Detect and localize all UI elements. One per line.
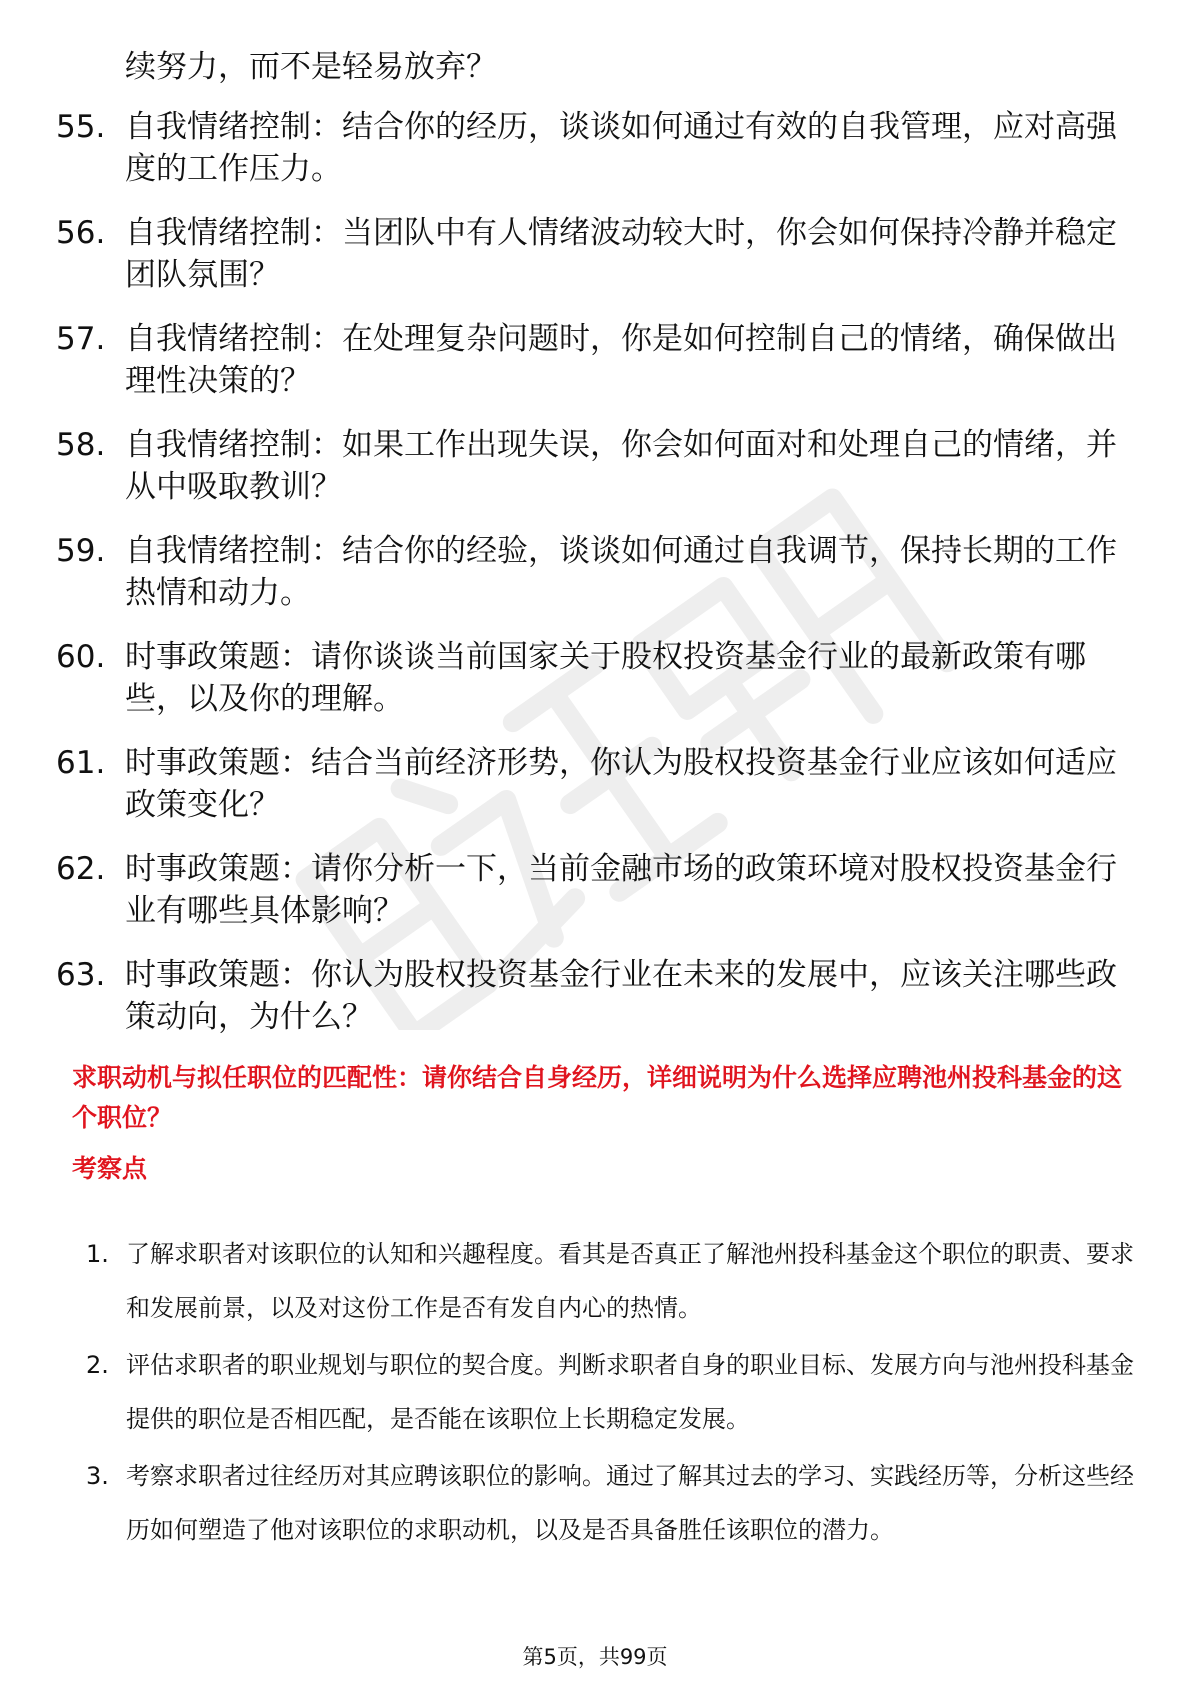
point-number: 1.: [86, 1240, 109, 1268]
assessment-point: [86, 1449, 1136, 1557]
continuation-line: 续努力，而不是轻易放弃？: [125, 49, 497, 85]
question-text: 自我情绪控制：如果工作出现失误，你会如何面对和处理自己的情绪，并从中吸取教训？: [125, 427, 1117, 505]
question-item: [56, 424, 1136, 508]
question-item: [56, 848, 1136, 932]
question-number: 57.: [56, 321, 106, 357]
question-number: 63.: [56, 957, 106, 993]
question-number: 61.: [56, 745, 106, 781]
point-number: 2.: [86, 1351, 109, 1379]
section-title: 求职动机与拟任职位的匹配性：请你结合自身经历，详细说明为什么选择应聘池州投科基金的这个职位？: [72, 1063, 1123, 1132]
question-text: 自我情绪控制：结合你的经验，谈谈如何通过自我调节，保持长期的工作热情和动力。: [125, 533, 1117, 611]
question-item: [56, 106, 1136, 190]
question-item: [56, 530, 1136, 614]
question-text: 自我情绪控制：结合你的经历，谈谈如何通过有效的自我管理，应对高强度的工作压力。: [125, 109, 1117, 187]
question-list: [56, 106, 1136, 1060]
question-item: [56, 954, 1136, 1038]
question-number: 56.: [56, 215, 106, 251]
assessment-point: [86, 1227, 1136, 1335]
question-text: 时事政策题：你认为股权投资基金行业在未来的发展中，应该关注哪些政策动向，为什么？: [125, 957, 1117, 1035]
question-text: 自我情绪控制：在处理复杂问题时，你是如何控制自己的情绪，确保做出理性决策的？: [125, 321, 1117, 399]
question-item: [56, 636, 1136, 720]
question-item: [56, 212, 1136, 296]
question-number: 59.: [56, 533, 106, 569]
question-text: 时事政策题：请你分析一下，当前金融市场的政策环境对股权投资基金行业有哪些具体影响？: [125, 851, 1117, 929]
question-number: 58.: [56, 427, 106, 463]
assessment-points-list: [86, 1227, 1136, 1560]
question-item: [56, 742, 1136, 826]
question-text: 时事政策题：结合当前经济形势，你认为股权投资基金行业应该如何适应政策变化？: [125, 745, 1117, 823]
section-subheading: 考察点: [72, 1154, 148, 1183]
question-number: 60.: [56, 639, 106, 675]
assessment-point: [86, 1338, 1136, 1446]
question-number: 62.: [56, 851, 106, 887]
point-text: 了解求职者对该职位的认知和兴趣程度。看其是否真正了解池州投科基金这个职位的职责、要求和发展前景，以及对这份工作是否有发自内心的热情。: [126, 1240, 1134, 1322]
question-number: 55.: [56, 109, 106, 145]
point-text: 考察求职者过往经历对其应聘该职位的影响。通过了解其过去的学习、实践经历等，分析这些经历如何塑造了他对该职位的求职动机，以及是否具备胜任该职位的潜力。: [126, 1462, 1134, 1544]
point-number: 3.: [86, 1462, 109, 1490]
question-text: 自我情绪控制：当团队中有人情绪波动较大时，你会如何保持冷静并稳定团队氛围？: [125, 215, 1117, 293]
point-text: 评估求职者的职业规划与职位的契合度。判断求职者自身的职业目标、发展方向与池州投科基金提供的职位是否相匹配，是否能在该职位上长期稳定发展。: [126, 1351, 1134, 1433]
question-text: 时事政策题：请你谈谈当前国家关于股权投资基金行业的最新政策有哪些，以及你的理解。: [125, 639, 1086, 717]
page-footer: 第5页，共99页: [522, 1645, 668, 1669]
question-item: [56, 318, 1136, 402]
